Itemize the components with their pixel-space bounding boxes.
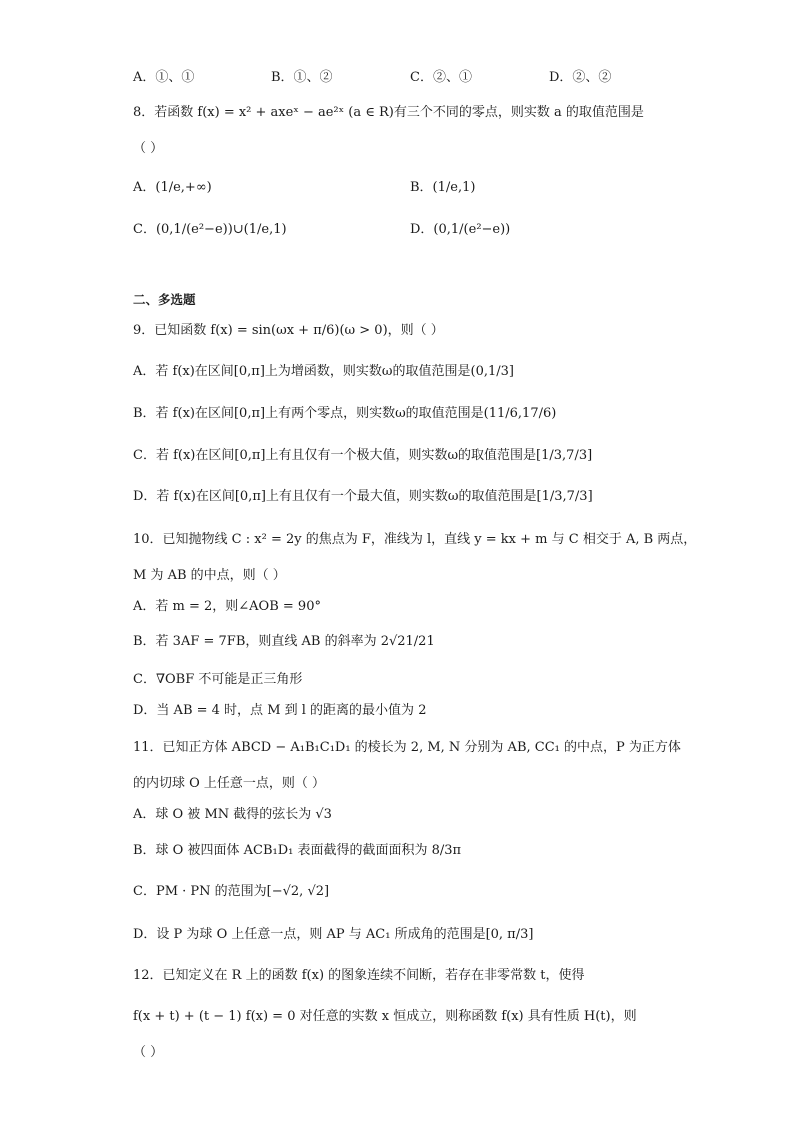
- q9-stem: 9．已知函数 f(x) = sin(ωx + π/6)(ω > 0)，则（ ）: [133, 323, 444, 338]
- q11-option-d: D．设 P 为球 O 上任意一点，则 AP 与 AC₁ 所成角的范围是[0, π/3]: [133, 927, 534, 942]
- q10-option-b: B．若 3AF = 7FB，则直线 AB 的斜率为 2√21/21: [133, 634, 435, 649]
- q11-option-b: B．球 O 被四面体 ACB₁D₁ 表面截得的截面面积为 8/3π: [133, 843, 462, 858]
- q11-option-a: A．球 O 被 MN 截得的弦长为 √3: [133, 807, 332, 822]
- q12-stem-line1: 12．已知定义在 R 上的函数 f(x) 的图象连续不间断，若存在非零常数 t，使得: [133, 968, 585, 983]
- q9-option-c: C．若 f(x)在区间[0,π]上有且仅有一个极大值，则实数ω的取值范围是[1/3,7/3]: [133, 448, 593, 463]
- q8-option-c: C．(0,1/(e²−e))∪(1/e,1): [133, 222, 287, 237]
- q11-option-c: C．PM · PN 的范围为[−√2, √2]: [133, 884, 330, 899]
- q9-option-a: A．若 f(x)在区间[0,π]上为增函数，则实数ω的取值范围是(0,1/3]: [133, 364, 514, 379]
- q9-option-b: B．若 f(x)在区间[0,π]上有两个零点，则实数ω的取值范围是(11/6,17/6): [133, 406, 557, 421]
- q12-stem-line2: f(x + t) + (t − 1) f(x) = 0 对任意的实数 x 恒成立，则称函数 f(x) 具有性质 H(t)，则: [133, 1009, 637, 1024]
- q8-paren: （ ）: [133, 141, 164, 156]
- q12-paren: （ ）: [133, 1045, 164, 1060]
- q7-option-a: A．①、①: [133, 70, 195, 85]
- section-title: 二、多选题: [133, 292, 196, 307]
- q7-option-d: D．②、②: [549, 70, 612, 85]
- q7-option-b: B．①、②: [271, 70, 333, 85]
- q10-stem-line2: M 为 AB 的中点，则（ ）: [133, 568, 286, 583]
- q11-stem-line2: 的内切球 O 上任意一点，则（ ）: [133, 776, 326, 791]
- q7-option-c: C．②、①: [410, 70, 472, 85]
- q10-option-a: A．若 m = 2，则∠AOB = 90°: [133, 599, 321, 614]
- q8-stem: 8．若函数 f(x) = x² + axeˣ − ae²ˣ (a ∈ R)有三个不同的零点，则实数 a 的取值范围是: [133, 105, 644, 120]
- q10-option-d: D．当 AB = 4 时，点 M 到 l 的距离的最小值为 2: [133, 703, 427, 718]
- q8-option-b: B．(1/e,1): [410, 180, 476, 195]
- q9-option-d: D．若 f(x)在区间[0,π]上有且仅有一个最大值，则实数ω的取值范围是[1/3,7/3]: [133, 489, 593, 504]
- q8-option-d: D．(0,1/(e²−e)): [410, 222, 511, 237]
- q11-stem-line1: 11．已知正方体 ABCD − A₁B₁C₁D₁ 的棱长为 2, M, N 分别为 AB, CC₁ 的中点，P 为正方体: [133, 740, 681, 755]
- q10-stem-line1: 10．已知抛物线 C : x² = 2y 的焦点为 F，准线为 l，直线 y = kx + m 与 C 相交于 A, B 两点，: [133, 532, 697, 547]
- q10-option-c: C．∇OBF 不可能是正三角形: [133, 672, 303, 687]
- q8-option-a: A．(1/e,+∞): [133, 180, 212, 195]
